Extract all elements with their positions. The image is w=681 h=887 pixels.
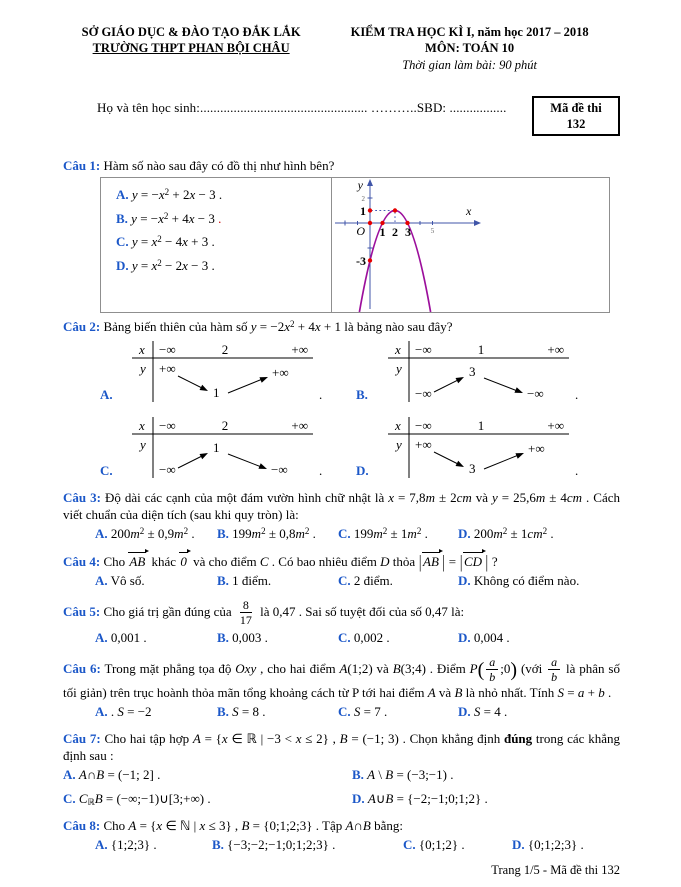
option-a-label: A.	[95, 836, 108, 852]
option-a	[95, 526, 217, 543]
y-left: −∞	[159, 461, 176, 477]
table-b-period: .	[575, 386, 579, 402]
option-d	[116, 258, 331, 274]
question-1-stem	[63, 157, 620, 174]
header-right	[319, 24, 620, 73]
variation-table-c-svg	[132, 416, 314, 480]
option-c	[338, 630, 458, 647]
option-d	[458, 630, 620, 647]
question-3-number: Câu 3:	[63, 489, 101, 505]
question-7	[63, 730, 620, 808]
x-right: +∞	[547, 341, 564, 357]
table-c-label: C.	[100, 462, 113, 478]
question-8-text: Cho A = {x ∈ ℕ | x ≤ 3} , B = {0;1;2;3} . Tập A∩B bằng:	[103, 817, 403, 833]
option-a-label: A.	[95, 629, 108, 645]
question-6-number: Câu 6:	[63, 660, 101, 676]
option-b-text: 0,003 .	[232, 629, 268, 645]
option-b-text: $y = -x^2 + 4x - 3$ .	[131, 210, 222, 226]
option-a-label: A.	[63, 766, 76, 782]
header-left	[63, 24, 319, 57]
student-name-line: Họ và tên học sinh:.................................................. ………..SBD: .................	[97, 99, 507, 115]
x-tick-5: 5	[430, 227, 435, 236]
y-left: +∞	[159, 360, 176, 376]
y-tick-minus3: -3	[356, 254, 366, 269]
x-tick-1: 1	[379, 225, 386, 240]
option-a	[95, 630, 217, 647]
option-b-label: B.	[116, 210, 128, 226]
option-d-label: D.	[458, 572, 471, 588]
question-6-stem	[63, 656, 620, 701]
question-5-stem	[63, 599, 620, 627]
x-tick-2: 2	[392, 225, 398, 240]
question-5	[63, 599, 620, 647]
exam-subject: MÔN: TOÁN 10	[425, 41, 515, 56]
exam-duration: Thời gian làm bài: 90 phút	[402, 57, 537, 72]
option-b	[217, 573, 338, 590]
option-c	[116, 234, 331, 250]
question-6	[63, 656, 620, 721]
col-x: x	[139, 417, 145, 433]
x-axis-label: x	[466, 204, 472, 219]
option-b	[352, 767, 620, 784]
table-option-a	[100, 340, 356, 404]
option-d	[352, 791, 620, 808]
x-right: +∞	[547, 417, 564, 433]
option-a-text: Vô số.	[110, 572, 145, 588]
x-left: −∞	[415, 417, 432, 433]
question-4	[63, 552, 620, 590]
question-7-text: Cho hai tập hợp A = {x ∈ ℝ | −3 < x ≤ 2} , B = (−1; 3) . Chọn khẳng định đúng trong các khẳng định sau :	[63, 730, 620, 763]
y-axis-arrow	[367, 179, 373, 186]
exam-code-label: Mã đề thi	[550, 100, 602, 115]
y-right: +∞	[272, 364, 289, 380]
option-b-label: B.	[352, 766, 364, 782]
option-a-label: A.	[95, 703, 108, 719]
option-a-text: 0,001 .	[110, 629, 147, 645]
student-row	[63, 100, 620, 137]
question-1-text: Hàm số nào sau đây có đồ thị như hình bên?	[103, 158, 335, 174]
option-b-text: $199m^2 \pm 0,8m^2$ .	[232, 525, 316, 541]
question-3-options	[95, 526, 620, 543]
option-a-label: A.	[116, 187, 129, 203]
question-5-number: Câu 5:	[63, 603, 101, 619]
table-option-b	[356, 340, 620, 404]
option-d	[458, 526, 620, 543]
col-y: y	[140, 436, 146, 452]
option-c-text: 2 điểm.	[353, 572, 393, 588]
option-a	[95, 573, 217, 590]
option-d-label: D.	[512, 836, 525, 852]
parabola-graph-svg	[332, 178, 609, 312]
option-d-text: S = 4 .	[473, 703, 508, 719]
question-3	[63, 489, 620, 543]
question-2-text: Bảng biến thiên của hàm số $y = -2x^2 + 4x + 1$ là bảng nào sau đây?	[103, 319, 453, 335]
option-b	[116, 211, 331, 227]
table-option-d	[356, 416, 620, 480]
x-left: −∞	[159, 417, 176, 433]
option-a-text: $y = -x^2 + 2x - 3$ .	[131, 187, 223, 203]
x-right: +∞	[291, 417, 308, 433]
option-a	[116, 187, 331, 203]
y-max: 1	[213, 439, 220, 455]
question-8-options	[95, 837, 620, 854]
y-max: 3	[469, 363, 476, 379]
school-name: TRƯỜNG THPT PHAN BỘI CHÂU	[92, 41, 290, 56]
table-c-period: .	[319, 462, 323, 478]
option-d-label: D.	[458, 629, 471, 645]
x-mid: 1	[477, 341, 485, 357]
option-b-text: A \ B = (−3;−1) .	[367, 766, 454, 782]
option-d-label: D.	[116, 257, 129, 273]
option-a	[63, 767, 352, 784]
option-b	[217, 630, 338, 647]
option-d-label: D.	[458, 525, 471, 541]
question-7-stem	[63, 730, 620, 764]
option-c-label: C.	[63, 790, 76, 806]
option-b-label: B.	[217, 525, 229, 541]
option-b	[217, 526, 338, 543]
option-c-label: C.	[338, 629, 351, 645]
question-8-number: Câu 8:	[63, 817, 101, 833]
variation-table-a-svg	[132, 340, 314, 404]
x-mid: 2	[221, 417, 229, 433]
col-x: x	[395, 341, 401, 357]
option-c-text: $199m^2 \pm 1m^2$ .	[353, 525, 428, 541]
question-3-stem	[63, 489, 620, 523]
y-right: −∞	[527, 385, 544, 401]
option-c	[338, 526, 458, 543]
y-axis-label: y	[357, 178, 363, 193]
question-6-text: Trong mặt phẳng tọa độ Oxy , cho hai điểm A(1;2) và B(3;4) . Điểm P( $\frac{a}{b}$ ;0) (với $\frac{a}{b}$ là phân số tối giản) trên trục hoành thỏa mãn tổng khoảng cách từ P tới hai điểm A và B là nhỏ nhất. Tính S = a + b .	[63, 654, 620, 700]
option-c-text: $y = x^2 - 4x + 3$ .	[131, 234, 215, 250]
option-a-text: A∩B = (−1; 2] .	[78, 766, 161, 782]
option-d	[458, 704, 620, 721]
option-b-label: B.	[217, 629, 229, 645]
option-b-text: {−3;−2;−1;0;1;2;3} .	[227, 836, 336, 852]
question-8	[63, 817, 620, 854]
col-y: y	[140, 360, 146, 376]
y-left: +∞	[415, 436, 432, 452]
option-d-text: $200m^2 \pm 1cm^2$ .	[473, 525, 554, 541]
x-left: −∞	[159, 341, 176, 357]
col-y: y	[396, 436, 402, 452]
question-1-options	[101, 178, 331, 312]
option-c	[338, 573, 458, 590]
question-4-stem	[63, 552, 620, 570]
question-1-box	[100, 177, 610, 313]
exam-title: KIỂM TRA HỌC KÌ I, năm học 2017 – 2018	[350, 25, 589, 39]
y-right: −∞	[271, 461, 288, 477]
variation-table-d-svg	[388, 416, 570, 480]
question-4-number: Câu 4:	[63, 553, 101, 569]
table-option-c	[100, 416, 356, 480]
option-c	[338, 704, 458, 721]
option-d-label: D.	[352, 790, 365, 806]
origin-label: O	[356, 224, 365, 239]
option-b	[212, 837, 403, 854]
question-1	[63, 157, 620, 313]
parabola-figure	[331, 178, 609, 312]
question-2	[63, 318, 620, 479]
question-1-number: Câu 1:	[63, 158, 101, 174]
option-c-text: {0;1;2} .	[418, 836, 465, 852]
x-mid: 2	[221, 341, 229, 357]
axes	[335, 182, 478, 309]
table-b-label: B.	[356, 386, 368, 402]
question-6-options	[95, 704, 620, 721]
option-b-label: B.	[212, 836, 224, 852]
col-x: x	[139, 341, 145, 357]
option-a-text: $200m^2 \pm 0,9m^2$ .	[110, 525, 195, 541]
option-d-text: Không có điểm nào.	[473, 572, 580, 588]
table-a-label: A.	[100, 386, 113, 402]
x-tick-3: 3	[405, 225, 411, 240]
table-a-period: .	[319, 386, 323, 402]
option-a	[95, 704, 217, 721]
option-d-text: 0,004 .	[473, 629, 510, 645]
option-d-text: $y = x^2 - 2x - 3$ .	[131, 257, 215, 273]
variation-tables	[100, 340, 620, 480]
option-a-label: A.	[95, 525, 108, 541]
page-header	[63, 24, 620, 73]
y-tick-1: 1	[360, 204, 366, 219]
question-3-text: Độ dài các cạnh của một đám vườn hình chữ nhật là x = 7,8m ± 2cm và y = 25,6m ± 4cm . Cách viết chuẩn của diện tích (sau khi quy tròn) là:	[63, 489, 620, 522]
option-c-text: $C_ℝB$ = (−∞;−1)∪[3;+∞) .	[78, 790, 211, 807]
y-tick-2: 2	[361, 195, 365, 204]
option-b-label: B.	[217, 572, 229, 588]
option-a-text: {1;2;3} .	[110, 836, 157, 852]
question-4-text: Cho AB khác 0 và cho điểm C . Có bao nhiêu điểm D thỏa | AB | = | CD | ?	[103, 551, 498, 572]
option-c-label: C.	[338, 572, 351, 588]
option-d-text: A∪B = {−2;−1;0;1;2} .	[367, 790, 488, 806]
question-2-stem	[63, 318, 620, 335]
page-footer: Trang 1/5 - Mã đề thi 132	[491, 862, 620, 877]
option-a-text: . S = −2	[110, 703, 152, 719]
option-c-text: S = 7 .	[353, 703, 388, 719]
y-left: −∞	[415, 385, 432, 401]
option-b-text: 1 điểm.	[232, 572, 272, 588]
y-right: +∞	[528, 440, 545, 456]
option-c-label: C.	[338, 525, 351, 541]
exam-code-box	[532, 96, 620, 137]
question-4-options	[95, 573, 620, 590]
option-c-label: C.	[338, 703, 351, 719]
question-5-options	[95, 630, 620, 647]
option-d	[512, 837, 620, 854]
x-right: +∞	[291, 341, 308, 357]
question-2-number: Câu 2:	[63, 319, 101, 335]
option-c-label: C.	[116, 234, 129, 250]
x-axis-arrow	[474, 220, 481, 226]
option-d	[458, 573, 620, 590]
question-5-text: Cho giá trị gần đúng của $\frac{8}{17}$ là 0,47 . Sai số tuyệt đối của số 0,47 là:	[103, 597, 465, 627]
option-b	[217, 704, 338, 721]
exam-code-value: 132	[566, 117, 586, 131]
option-d-label: D.	[458, 703, 471, 719]
option-b-label: B.	[217, 703, 229, 719]
x-mid: 1	[477, 417, 485, 433]
table-d-label: D.	[356, 462, 369, 478]
option-c	[403, 837, 512, 854]
option-a	[95, 837, 212, 854]
table-d-period: .	[575, 462, 579, 478]
option-c	[63, 791, 352, 808]
col-x: x	[395, 417, 401, 433]
option-a-label: A.	[95, 572, 108, 588]
option-c-text: 0,002 .	[353, 629, 390, 645]
question-7-options	[63, 767, 620, 808]
y-min: 1	[213, 384, 220, 400]
option-b-text: S = 8 .	[232, 703, 266, 719]
y-min: 3	[469, 460, 476, 476]
option-d-text: {0;1;2;3} .	[527, 836, 584, 852]
col-y: y	[396, 360, 402, 376]
question-7-number: Câu 7:	[63, 730, 101, 746]
question-8-stem	[63, 817, 620, 834]
x-left: −∞	[415, 341, 432, 357]
department-name: SỞ GIÁO DỤC & ĐÀO TẠO ĐẮK LẮK	[81, 25, 301, 39]
option-c-label: C.	[403, 836, 416, 852]
variation-table-b-svg	[388, 340, 570, 404]
